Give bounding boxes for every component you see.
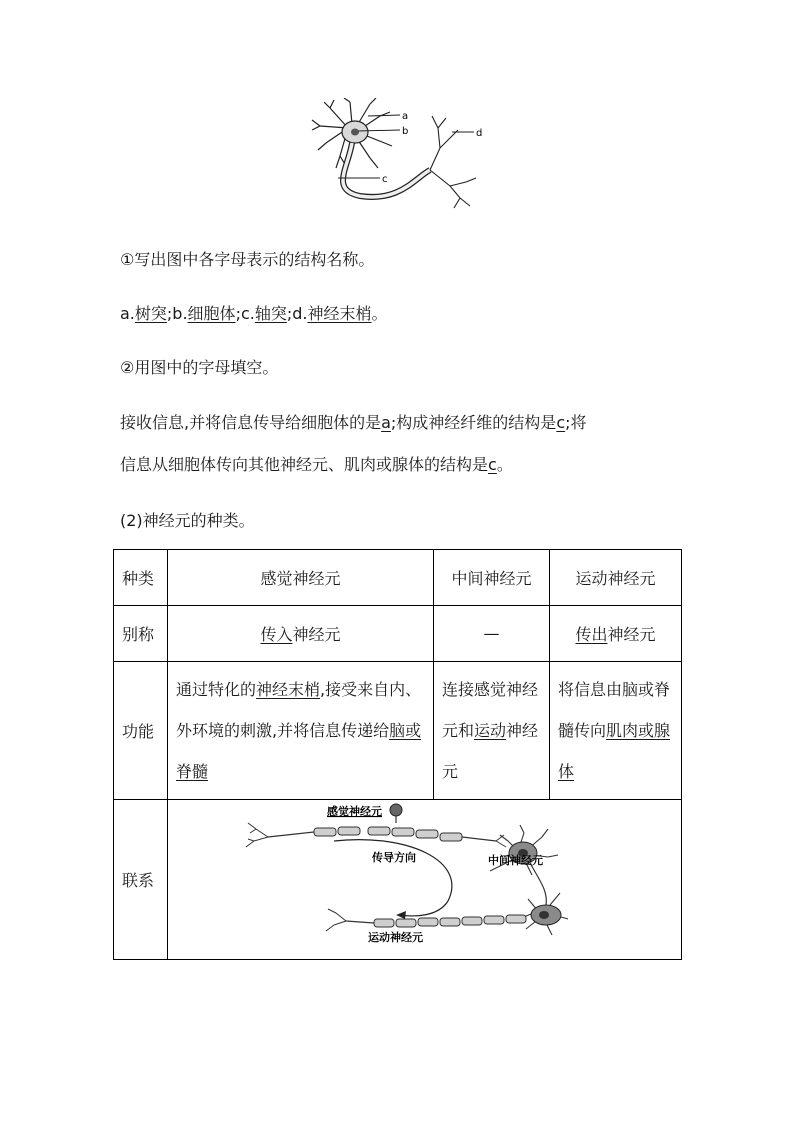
fill-text: 信息从细胞体传向其他神经元、肌肉或腺体的结构是: [120, 455, 489, 474]
separator: ;: [286, 304, 293, 323]
separator: ;: [235, 304, 241, 323]
label-a: a: [402, 111, 409, 122]
inter-neuron-label: 中间神经元: [488, 853, 543, 867]
fill-answer-2: c: [556, 413, 566, 432]
func-text: 神经元: [442, 721, 539, 781]
func-answer: 肌肉: [606, 721, 639, 740]
fill-answer-3: c: [488, 455, 497, 474]
cell-function-label: 功能: [114, 662, 168, 800]
table-row-alias: [114, 606, 682, 662]
answer-b: 细胞体: [187, 304, 236, 323]
func-text: 连接感觉神经元和: [442, 680, 539, 740]
func-text: 将信息由脑或脊髓传向: [558, 680, 671, 740]
fill-answer-1: a: [381, 413, 391, 432]
neuron-types-table: [113, 549, 682, 960]
cell-sensory-header: 感觉神经元: [168, 550, 434, 606]
fill-text: ;将: [565, 413, 587, 432]
reflex-pathway-diagram: [168, 801, 680, 959]
func-answer: 运动: [474, 721, 507, 740]
cell-function-inter: [434, 662, 550, 800]
cell-alias-sensory: [168, 606, 434, 662]
answer-d-prefix: d.: [292, 304, 308, 323]
section-2-title: (2)神经元的种类。: [120, 511, 255, 530]
alias-sensory-answer: 传入: [260, 625, 293, 644]
alias-motor-text: 神经元: [607, 625, 656, 644]
func-text: ,接受来自内、外环境的刺激,并将信息传递给: [176, 680, 422, 740]
answer-c: 轴突: [254, 304, 287, 323]
cell-function-sensory: [168, 662, 434, 800]
sensory-neuron-label: 感觉神经元: [327, 804, 382, 818]
cell-alias-motor: [550, 606, 682, 662]
func-answer: 或腺体: [558, 721, 671, 781]
label-c: c: [382, 174, 388, 185]
separator: ;: [166, 304, 173, 323]
fill-text: 接收信息,并将信息传导给细胞体的是: [120, 413, 382, 432]
answer-a-prefix: a.: [120, 304, 135, 323]
answer-d: 神经末梢: [307, 304, 372, 323]
motor-neuron-label: 运动神经元: [368, 930, 423, 944]
alias-motor-answer: 传出: [575, 625, 608, 644]
table-row-function: [114, 662, 682, 800]
cell-inter-header: 中间神经元: [434, 550, 550, 606]
answer-line: [120, 301, 388, 324]
cell-alias-inter: —: [434, 606, 550, 662]
period: 。: [371, 304, 388, 323]
question-1: ①写出图中各字母表示的结构名称。: [120, 250, 375, 269]
label-b: b: [402, 126, 409, 137]
func-answer: 脑或脊髓: [176, 721, 422, 781]
fill-text: 。: [496, 455, 513, 474]
answer-a: 树突: [134, 304, 167, 323]
answer-b-prefix: b.: [172, 304, 188, 323]
label-d: d: [476, 128, 483, 139]
func-answer: 神经末梢: [256, 680, 321, 699]
alias-sensory-text: 神经元: [292, 625, 341, 644]
direction-label: 传导方向: [372, 850, 416, 864]
cell-kind-header: 种类: [114, 550, 168, 606]
answer-c-prefix: c.: [240, 304, 255, 323]
fill-line-1: [120, 410, 587, 433]
cell-link-label: 联系: [114, 800, 168, 960]
cell-link-diagram: [168, 800, 682, 960]
table-row-header: [114, 550, 682, 606]
table-row-link: [114, 800, 682, 960]
cell-motor-header: 运动神经元: [550, 550, 682, 606]
cell-alias-label: 别称: [114, 606, 168, 662]
question-2: ②用图中的字母填空。: [120, 358, 279, 377]
neuron-structure-figure: [300, 98, 500, 216]
func-text: 通过特化的: [176, 680, 257, 699]
fill-text: ;构成神经纤维的结构是: [390, 413, 557, 432]
fill-line-2: [120, 452, 513, 475]
cell-function-motor: [550, 662, 682, 800]
